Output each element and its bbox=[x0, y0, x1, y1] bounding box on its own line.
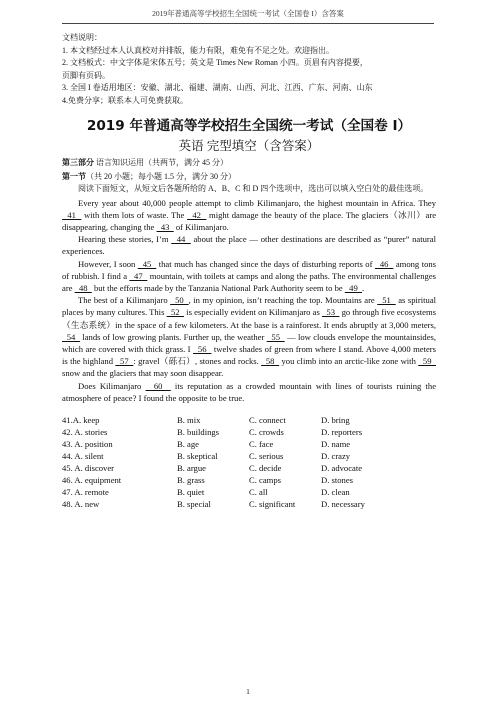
passage-text: that much has changed since the days of disturbing reports of bbox=[156, 258, 375, 269]
option-d: D. advocate bbox=[321, 462, 363, 473]
passage-text: with them lots of waste. The bbox=[81, 209, 188, 220]
passage-paragraph bbox=[62, 258, 436, 295]
part-description: 语言知识运用（共两节，满分 45 分） bbox=[94, 158, 228, 167]
answer-blank: 56 bbox=[193, 343, 212, 354]
answer-blank: 51 bbox=[377, 295, 396, 306]
passage-text: Does Kilimanjaro bbox=[78, 380, 146, 391]
option-row bbox=[62, 474, 436, 486]
passage-text: twelve shades of green from where I stand. Above 4,000 meters is the highland bbox=[62, 343, 436, 367]
cloze-passage bbox=[62, 197, 436, 404]
option-d: D. clean bbox=[321, 486, 350, 497]
passage-text: , in my opinion, isn’t reaching the top. Mountains are bbox=[188, 295, 378, 306]
option-a: 47. A. remote bbox=[62, 486, 109, 497]
option-c: C. significant bbox=[249, 498, 296, 509]
passage-text: — low clouds envelope the mountainsides, which are covered with thick grass. I bbox=[62, 331, 437, 354]
passage-text: its reputation as a crowded mountain with lines of tourists ruining the atmosphere of peace? I found the opposite to be true. bbox=[62, 380, 437, 403]
answer-blank: 53 bbox=[322, 307, 340, 318]
option-d: D. reporters bbox=[321, 426, 363, 437]
option-row bbox=[62, 486, 436, 498]
option-b: B. age bbox=[177, 438, 199, 449]
answer-blank: 50 bbox=[170, 295, 189, 306]
passage-text: among tons of rubbish. I find a bbox=[62, 258, 437, 281]
option-c: C. camps bbox=[249, 474, 281, 485]
passage-text: mountain, with toilets at camps and along the paths. The environmental challenges are bbox=[62, 270, 436, 293]
section-heading bbox=[62, 157, 436, 169]
passage-text: go through five ecosystems（生态系统）in the space of a few kilometers. At the base is a rainforest. It ends abruptly at 3,000 meters, bbox=[62, 307, 436, 330]
option-b: B. grass bbox=[177, 474, 205, 485]
note-item: 3. 全国 I 卷适用地区：安徽、湖北、福建、湖南、山西、河北、江西、广东、河南、山东 bbox=[62, 83, 373, 92]
option-c: C. connect bbox=[249, 414, 286, 425]
answer-blank: 49 bbox=[344, 282, 363, 293]
passage-text: However, I soon bbox=[78, 258, 138, 269]
exam-subtitle: 英语 完型填空（含答案） bbox=[178, 139, 320, 153]
note-item: 4.免费分享；联系本人可免费获取。 bbox=[62, 95, 188, 105]
document-notes bbox=[62, 32, 436, 107]
option-b: B. mix bbox=[177, 414, 201, 425]
passage-text: . bbox=[362, 282, 365, 293]
passage-text: The best of a Kilimanjaro bbox=[78, 295, 171, 306]
option-a: 42. A. stories bbox=[62, 426, 108, 437]
option-a: 46. A. equipment bbox=[62, 474, 122, 485]
answer-blank: 60 bbox=[145, 380, 171, 391]
passage-text: you climb into an arctic-like zone with bbox=[279, 356, 419, 367]
answer-options bbox=[62, 414, 436, 510]
option-a: 48. A. new bbox=[62, 498, 100, 509]
note-item: 1. 本文档经过本人认真校对并排版，能力有限，难免有不足之处。欢迎指出。 bbox=[62, 45, 334, 55]
option-a: 44. A. silent bbox=[62, 450, 104, 461]
option-d: D. name bbox=[321, 438, 351, 449]
option-a: 41.A. keep bbox=[62, 414, 100, 425]
answer-blank: 48 bbox=[74, 282, 92, 293]
passage-text: snow and the glaciers that may soon disappear. bbox=[62, 368, 224, 379]
option-d: D. crazy bbox=[321, 450, 351, 461]
option-row bbox=[62, 414, 436, 426]
option-c: C. crowds bbox=[249, 426, 284, 437]
option-c: C. face bbox=[249, 438, 274, 449]
passage-text: about the place — other destinations are described as “purer” natural experiences. bbox=[62, 234, 436, 257]
passage-text: lands of low growing plants. Further up, the weather bbox=[79, 331, 267, 342]
passage-text: might damage the beauty of the place. The glaciers（冰川）are disappearing, changing the bbox=[62, 209, 437, 232]
subsection-description: （共 20 小题；每小题 1.5 分，满分 30 分） bbox=[86, 172, 236, 181]
option-row bbox=[62, 462, 436, 474]
option-c: C. all bbox=[249, 486, 268, 497]
passage-text: but the efforts made by the Tanzania National Park Authority seem to be bbox=[91, 282, 345, 293]
answer-blank: 54 bbox=[62, 331, 80, 342]
answer-blank: 44 bbox=[171, 234, 191, 245]
running-header: 2019年普通高等学校招生全国统一考试（全国卷 I）含答案 bbox=[62, 0, 434, 24]
passage-text: Every year about 40,000 people attempt to climb Kilimanjaro, the highest mountain in Africa. They bbox=[78, 197, 436, 208]
option-d: D. bring bbox=[321, 414, 350, 425]
answer-blank: 59 bbox=[418, 356, 437, 367]
answer-blank: 42 bbox=[187, 209, 207, 220]
notes-heading: 文档说明： bbox=[62, 33, 102, 42]
passage-paragraph bbox=[62, 294, 436, 379]
answer-blank: 57 bbox=[115, 356, 134, 367]
answer-blank: 46 bbox=[374, 258, 394, 269]
option-b: B. special bbox=[177, 498, 211, 509]
option-d: D. necessary bbox=[321, 498, 365, 509]
passage-text: Hearing these stories, I’m bbox=[78, 234, 172, 245]
passage-text: of Kilimanjaro. bbox=[173, 221, 229, 232]
subsection-label: 第一节 bbox=[62, 172, 86, 181]
option-b: B. buildings bbox=[177, 426, 220, 437]
part-label: 第三部分 bbox=[62, 158, 94, 167]
passage-paragraph bbox=[62, 197, 436, 234]
passage-text: : gravel（砾石）, stones and rocks. bbox=[133, 356, 262, 367]
note-item: 页脚有页码。 bbox=[62, 70, 110, 80]
option-a: 45. A. discover bbox=[62, 462, 115, 473]
option-c: C. serious bbox=[249, 450, 284, 461]
option-b: B. skeptical bbox=[177, 450, 218, 461]
answer-blank: 55 bbox=[266, 331, 285, 342]
option-b: B. argue bbox=[177, 462, 206, 473]
instruction-text: 阅读下面短文，从短文后各题所给的 A、B、C 和 D 四个选项中，选出可以填入空白处的最佳选项。 bbox=[78, 184, 429, 193]
answer-blank: 47 bbox=[129, 270, 148, 281]
option-row bbox=[62, 498, 436, 510]
option-row bbox=[62, 438, 436, 450]
option-row bbox=[62, 450, 436, 462]
exam-title: 2019 年普通高等学校招生全国统一考试（全国卷 I） bbox=[86, 118, 412, 134]
option-a: 43. A. position bbox=[62, 438, 113, 449]
answer-blank: 41 bbox=[62, 209, 82, 220]
answer-blank: 43 bbox=[156, 221, 174, 232]
option-b: B. quiet bbox=[177, 486, 205, 497]
answer-blank: 45 bbox=[137, 258, 157, 269]
page-number: 1 bbox=[246, 687, 250, 696]
option-row bbox=[62, 426, 436, 438]
passage-paragraph bbox=[62, 233, 436, 257]
option-c: C. decide bbox=[249, 462, 282, 473]
option-d: D. stones bbox=[321, 474, 353, 485]
answer-blank: 52 bbox=[166, 307, 184, 318]
passage-text: is especially evident on Kilimanjaro as bbox=[183, 307, 323, 318]
passage-paragraph bbox=[62, 380, 436, 404]
note-item: 2. 文档板式：中文字体是宋体五号；英文是 Times New Roman 小四。页眉有内容提要， bbox=[62, 58, 368, 67]
answer-blank: 58 bbox=[261, 356, 280, 367]
subsection-heading bbox=[62, 171, 436, 183]
passage-text: as spiritual places by many cultures. This bbox=[62, 295, 437, 318]
